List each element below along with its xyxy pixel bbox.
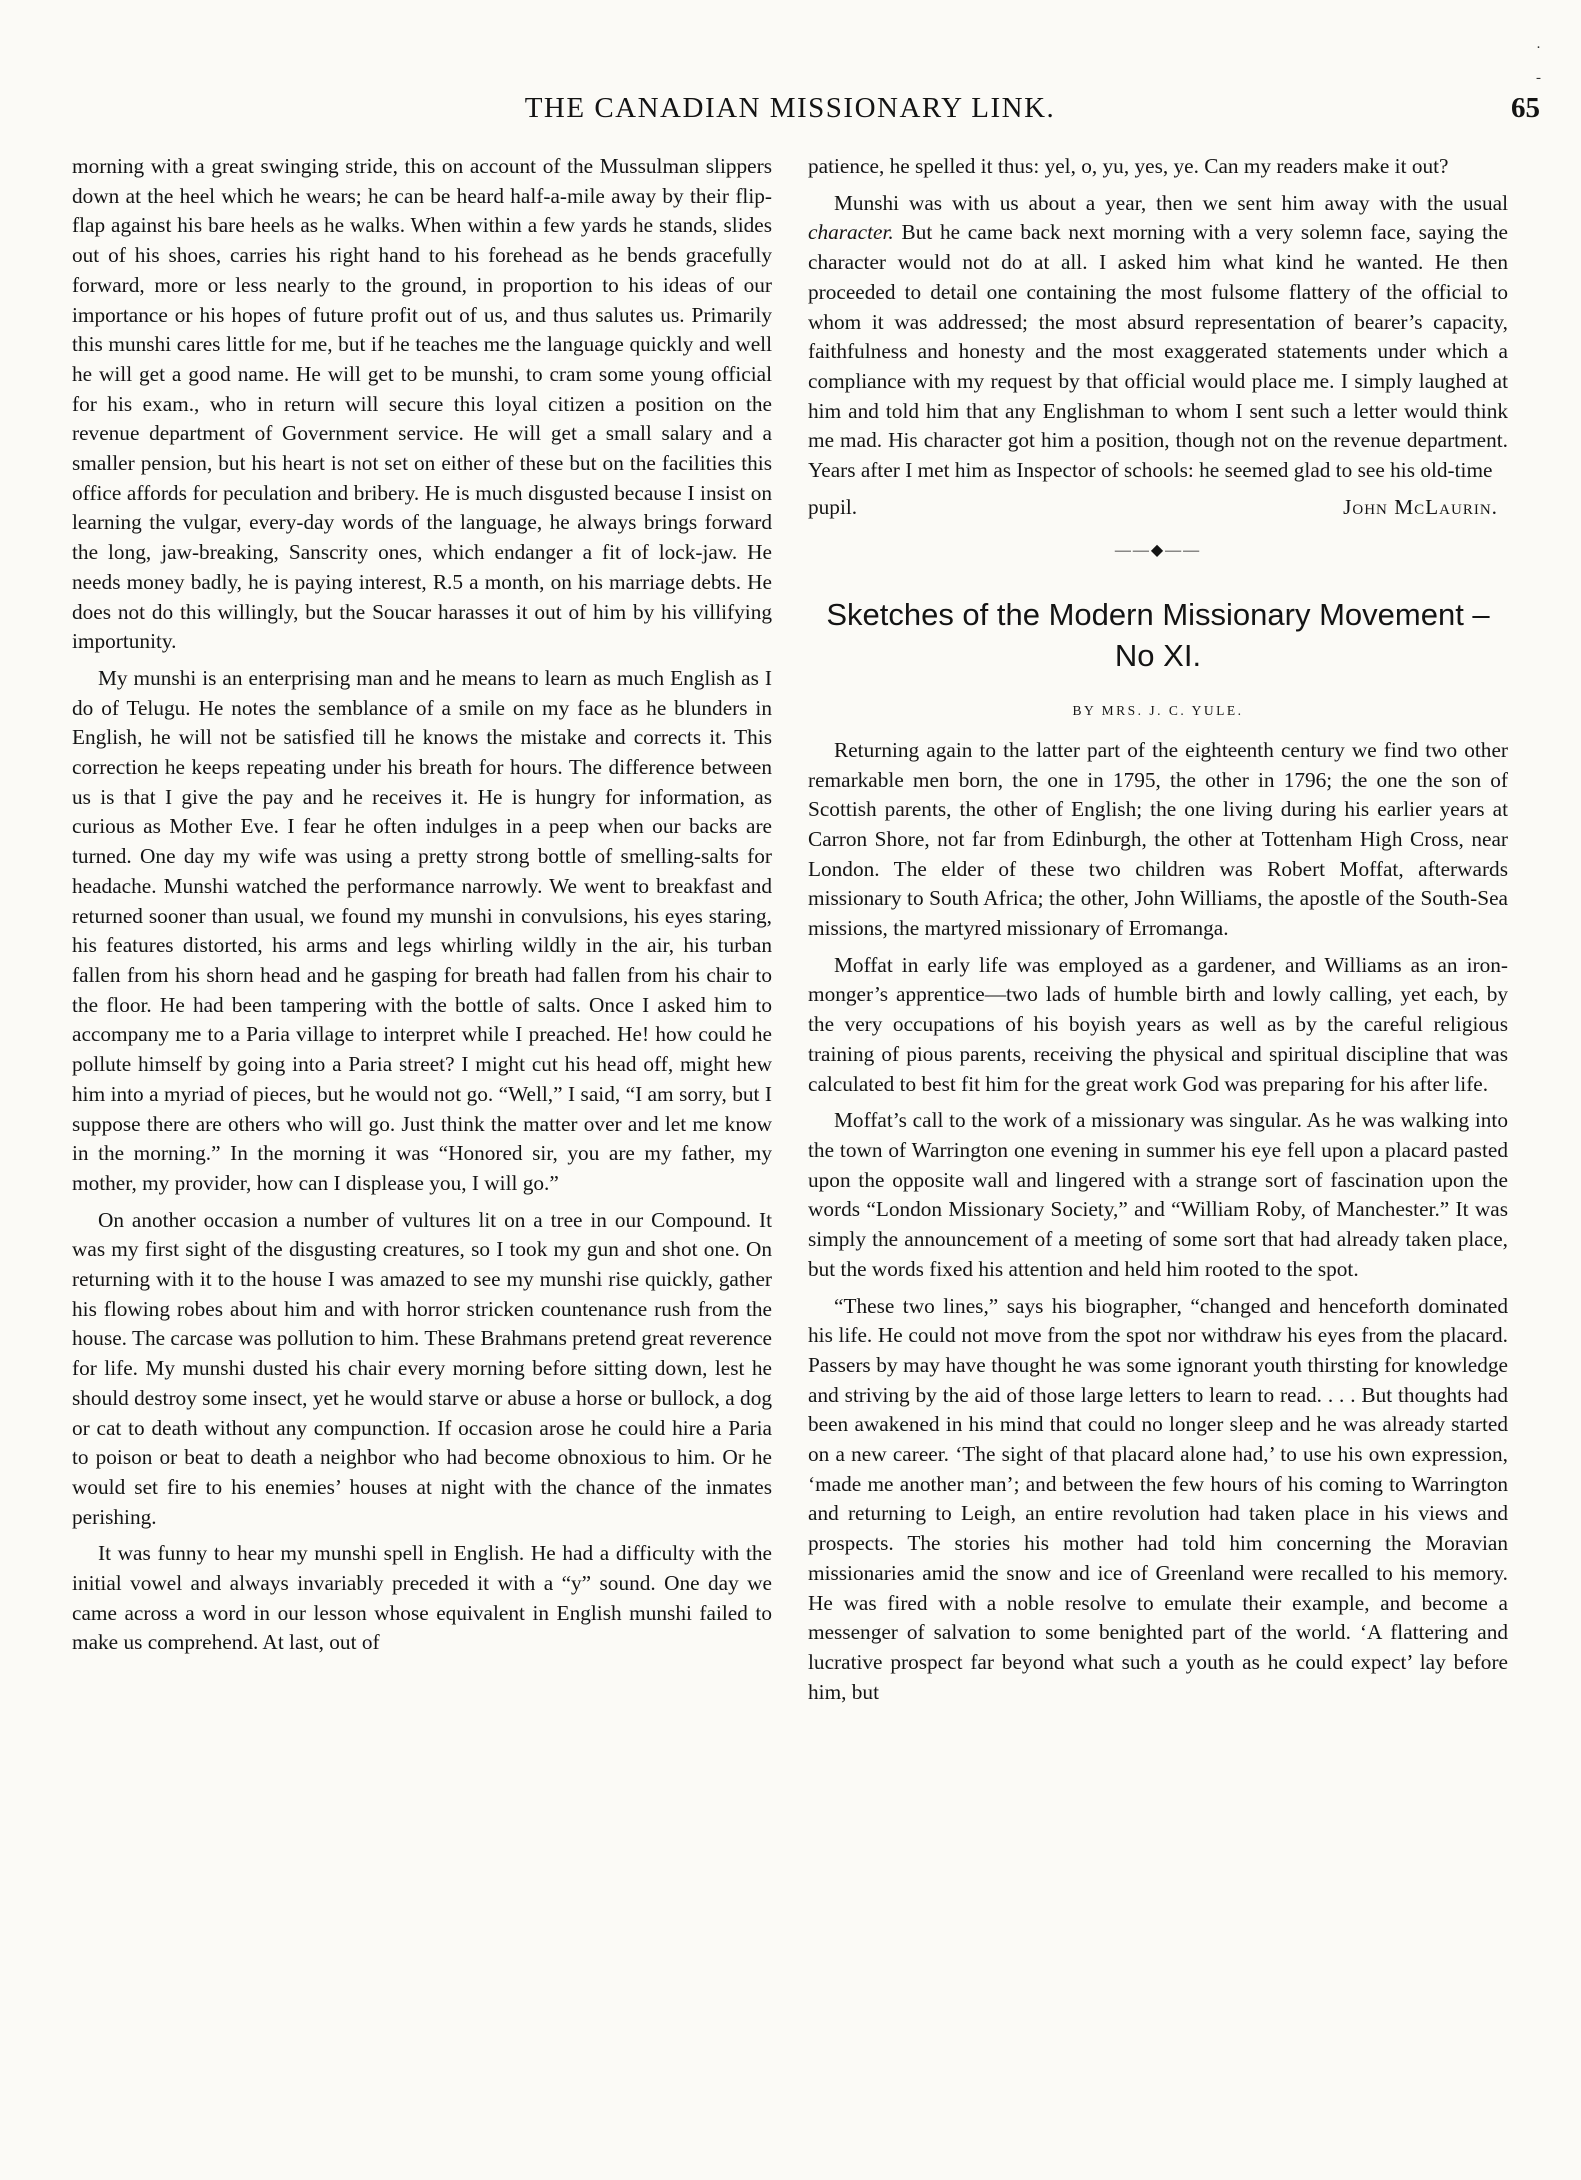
paragraph-spelling: It was funny to hear my munshi spell in English. He had a difficulty with the initial vowel and always invariably preceded it with a “y” sound. One day we came across a word in our lesson whose equivalent in English munshi failed to make us comprehend. At last, out of bbox=[72, 1541, 772, 1655]
paragraph-moffat-williams: Returning again to the latter part of the eighteenth century we find two other remarkable men born, the one in 1795, the other in 1796; the one the son of Scottish parents, the other of English; the one living during his earlier years at Carron Shore, not far from Edinburgh, the other at Tottenham High Cross, near London. The elder of these two children was Robert Moffat, afterwards missionary to South Africa; the other, John Williams, the apostle of the South-Sea missions, the martyred missionary of Erromanga. bbox=[808, 737, 1508, 941]
running-title: THE CANADIAN MISSIONARY LINK. bbox=[524, 92, 1056, 124]
paragraph-munshi-stride: morning with a great swinging stride, this on account of the Mussulman slippers down at the heel which he wears; he can be heard half-a-mile away by their flip-flap against his bare heels as he walks. When within a few yards he stands, slides out of his shoes, carries his right hand to his forehead as he bends gracefully forward, more or less nearly to the ground, in proportion to his ideas of our importance or his hopes of future profit out of us, and thus salutes us. Primarily this munshi cares little for me, but if he teaches me the language quickly and well he will get a good name. He will get to be munshi, to cram some young official for his exam., who in return will secure this loyal citizen a position on the revenue department of Government service. He will get a small salary and a smaller pension, but his heart is not set on either of these but on the facilities this office affords for peculation and bribery. He is much disgusted because I insist on learning the vulgar, every-day words of the language, he always brings forward the long, jaw-breaking, Sanscrity ones, which endanger a fit of lock-jaw. He needs money badly, he is paying interest, R.5 a month, on his marriage debts. He does not do this willingly, but the Soucar harasses it out of him by his villifying importunity. bbox=[72, 154, 772, 654]
paragraph-early-life: Moffat in early life was employed as a gardener, and Williams as an iron-monger’s apprentice—two lads of humble birth and lowly calling, yet each, by the very occupations of his boyish years as well as by the careful religious training of pious parents, receiving the physical and spiritual discipline that was calculated to best fit him for the great work God was preparing for his after life. bbox=[808, 952, 1508, 1096]
paragraph-spelling-continued: patience, he spelled it thus: yel, o, yu, yes, ye. Can my readers make it out? bbox=[808, 154, 1449, 178]
byline: BY MRS. J. C. YULE. bbox=[1072, 703, 1244, 719]
margin-mark: · bbox=[1536, 40, 1541, 56]
margin-mark: - bbox=[1536, 70, 1541, 86]
author-signature: John McLaurin. bbox=[1343, 494, 1498, 519]
paragraph-character-text-2: But he came back next morning with a very solemn face, saying the character would not do at all. I asked him what kind he wanted. He then proceeded to detail one containing the most fulsome flattery of the official to whom it was addressed; the most absurd representation of bearer’s capacity, faithfulness and honesty and the most exaggerated statements under which a compliance with my request by that official would place me. I simply laughed at him and told him that any Englishman to whom I sent such a letter would think me mad. His character got him a position, though not on the revenue department. Years after I met him as Inspector of schools: he seemed glad to see his old-time bbox=[808, 220, 1508, 483]
paragraph-munshi-english: My munshi is an enterprising man and he means to learn as much English as I do of Telugu. He notes the semblance of a smile on my face as he blunders in English, he will not be satisfied till he knows the mistake and corrects it. This correction he keeps repeating under his breath for hours. The difference between us is that I give the pay and he receives it. He is hungry for information, as curious as Mother Eve. I fear he often indulges in a peep when our backs are turned. One day my wife was using a pretty strong bottle of smelling-salts for headache. Munshi watched the performance narrowly. We went to breakfast and returned sooner than usual, we found my munshi in convulsions, his eyes staring, his features distorted, his arms and legs whirling wildly in the air, his turban fallen from his shorn head and he gasping for breath had fallen from his chair to the floor. He had been tampering with the bottle of salts. Once I asked him to accompany me to a Paria village to interpret while I preached. He! how could he pollute himself by going into a Paria street? I might cut his head off, might hew him into a myriad of pieces, but he would not go. “Well,” I said, “I am sorry, but I suppose there are others who will go. Just think the matter over and let me know in the morning.” In the morning it was “Honored sir, you are my father, my mother, my provider, how can I displease you, I will go.” bbox=[72, 665, 772, 1195]
paragraph-two-lines: “These two lines,” says his biographer, “changed and henceforth dominated his life. He could not move from the spot nor withdraw his eyes from the placard. Passers by may have thought he was some ignorant youth thirsting for knowledge and striving by the aid of those large letters to learn to read. . . . But thoughts had been awakened in his mind that could no longer sleep and he was already started on a new career. ‘The sight of that placard alone had,’ to use his own expression, ‘made me another man’; and between the few hours of his coming to Warrington and returning to Leigh, an entire revolution had taken place in his views and prospects. The stories his mother had told him concerning the Moravian missionaries amid the snow and ice of Greenland were recalled to his memory. He was fired with a noble resolve to emulate their example, and become a messenger of salvation to some benighted part of the world. ‘A flattering and lucrative prospect far beyond what such a youth as he could expect’ lay before him, but bbox=[808, 1293, 1508, 1704]
article-title: Sketches of the Modern Missionary Movement – No XI. bbox=[826, 597, 1490, 674]
divider-ornament: ——◆—— bbox=[1114, 542, 1202, 560]
paragraph-character-text-1: Munshi was with us about a year, then we sent him away with the usual bbox=[834, 190, 1508, 215]
signature-line bbox=[808, 493, 1508, 523]
page-number: 65 bbox=[1511, 92, 1540, 124]
right-column bbox=[808, 152, 1508, 1714]
left-column bbox=[72, 152, 772, 1665]
paragraph-vultures: On another occasion a number of vultures lit on a tree in our Compound. It was my first sight of the disgusting creatures, so I took my gun and shot one. On returning with it to the house I was amazed to see my munshi rise quickly, gather his flowing robes about him and with horror stricken countenance rush from the house. The carcase was pollution to him. These Brahmans pretend great reverence for life. My munshi dusted his chair every morning before sitting down, lest he should destroy some insect, yet he would starve or abuse a horse or bullock, a dog or cat to death without any compunction. If occasion arose he could hire a Paria to poison or beat to death a neighbor who had become obnoxious to him. Or he would set fire to his enemies’ houses at night with the chance of the inmates perishing. bbox=[72, 1207, 772, 1529]
italic-character-word: character. bbox=[808, 220, 894, 245]
last-word: pupil. bbox=[808, 494, 858, 519]
paragraph-character bbox=[808, 189, 1508, 486]
paragraph-moffat-call: Moffat’s call to the work of a missionary was singular. As he was walking into the town of Warrington one evening in summer his eye fell upon a placard pasted upon the opposite wall and lingered with a strange sort of fascination upon the words “London Missionary Society,” and “William Roby, of Manchester.” It was simply the announcement of a meeting of some sort that had already taken place, but the words fixed his attention and held him rooted to the spot. bbox=[808, 1108, 1508, 1281]
page-header bbox=[40, 92, 1540, 142]
